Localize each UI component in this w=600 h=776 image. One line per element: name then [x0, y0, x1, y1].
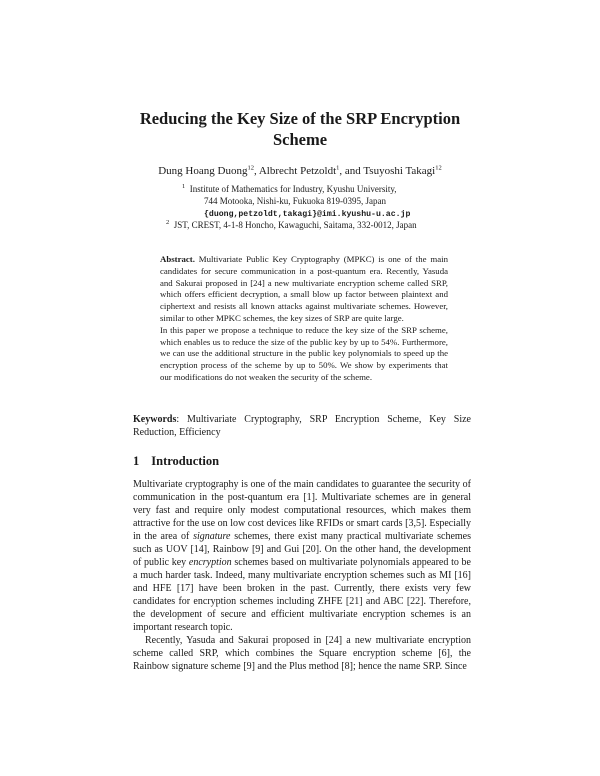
section-heading	[133, 453, 471, 469]
section-number: 1	[133, 454, 140, 468]
affiliation-line	[160, 196, 460, 208]
author-name: Tsuyoshi Takagi	[363, 165, 436, 177]
author-affil-mark: 1	[336, 164, 340, 172]
body-paragraph: Recently, Yasuda and Sakurai proposed in [24] a new multivariate encryption scheme called SRP, which combines the Square encryption scheme [6], the Rainbow signature scheme [9] and the Plus method [8]; hence the name SRP. Since	[133, 635, 471, 672]
abstract-text: Multivariate Public Key Cryptography (MPKC) is one of the main candidates for secure communication in a post-quantum era. Recently, Yasuda and Sakurai proposed in [24] a new multivariate encryption scheme called SRP, which offers efficient decryption, a small blow up factor between plaintext and ciphertext and resists all known attacks against multivariate schemes. However, similar to other MPKC schemes, the key sizes of SRP are quite large.	[160, 254, 448, 323]
email-address: {duong,petzoldt,takagi}@imi.kyushu-u.ac.jp	[204, 209, 411, 219]
body-text-run: Multivariate cryptography is one of the main candidates to guarantee the security of communication in the post-quantum era [1]. Multivariate schemes are in general very fast and require only modest computational resources, which makes them attractive for the use on low cost devices like RFIDs or smart cards [3,5]. Especially in the area of	[133, 479, 471, 542]
affiliation-text: 744 Motooka, Nishi-ku, Fukuoka 819-0395, Japan	[204, 195, 386, 206]
affiliation-line	[160, 184, 460, 196]
keywords-text: : Multivariate Cryptography, SRP Encryption Scheme, Key Size Reduction, Efficiency	[133, 414, 471, 438]
affiliation-text: JST, CREST, 4-1-8 Honcho, Kawaguchi, Saitama, 332-0012, Japan	[173, 220, 417, 231]
body-text-run: schemes, there exist many practical multivariate schemes such as UOV [14], Rainbow [9] and Gui [20]. On the other hand, the development of public key	[133, 531, 471, 568]
affiliation-mark: 2	[166, 219, 170, 227]
emphasis: signature	[193, 531, 231, 542]
author-name: Albrecht Petzoldt	[258, 165, 337, 177]
author-list	[100, 164, 500, 178]
abstract-paragraph	[160, 254, 448, 325]
author-name: Dung Hoang Duong	[158, 165, 248, 177]
emphasis: encryption	[188, 557, 232, 568]
affiliations	[160, 184, 460, 232]
affiliation-line	[160, 208, 460, 221]
affiliation-line	[160, 220, 460, 232]
affiliation-text: Institute of Mathematics for Industry, Kyushu University,	[189, 184, 397, 194]
author-separator: ,	[253, 165, 259, 177]
paper-title: Reducing the Key Size of the SRP Encryption Scheme	[139, 109, 461, 149]
affiliation-mark: 1	[182, 183, 186, 190]
body-text-run: schemes based on multivariate polynomials appeared to be a much harder task. Indeed, many multivariate encryption schemes such as MI [16] and HFE [17] have been broken in the past. Currently, there exists very few candidates for encryption schemes including ZHFE [21] and ABC [22]. Therefore, the development of secure and efficient multivariate encryption schemes is an important research topic.	[133, 557, 471, 633]
abstract	[160, 254, 448, 384]
keywords-label: Keywords	[133, 414, 177, 425]
section-title: Introduction	[151, 454, 220, 468]
section-body	[133, 478, 471, 673]
author-affil-mark: 12	[435, 164, 442, 172]
abstract-paragraph: In this paper we propose a technique to reduce the key size of the SRP scheme, which enables us to reduce the size of the public key by up to 54%. Furthermore, we can use the additional structure in the public key polynomials to speed up the encryption process of the scheme by up to 50%. We show by experiments that our modifications do not weaken the security of the scheme.	[160, 324, 448, 382]
author-affil-mark: 12	[247, 164, 254, 172]
body-paragraph	[133, 478, 471, 634]
keywords	[133, 413, 471, 439]
author-separator: , and	[339, 165, 364, 177]
abstract-label: Abstract.	[160, 254, 195, 264]
